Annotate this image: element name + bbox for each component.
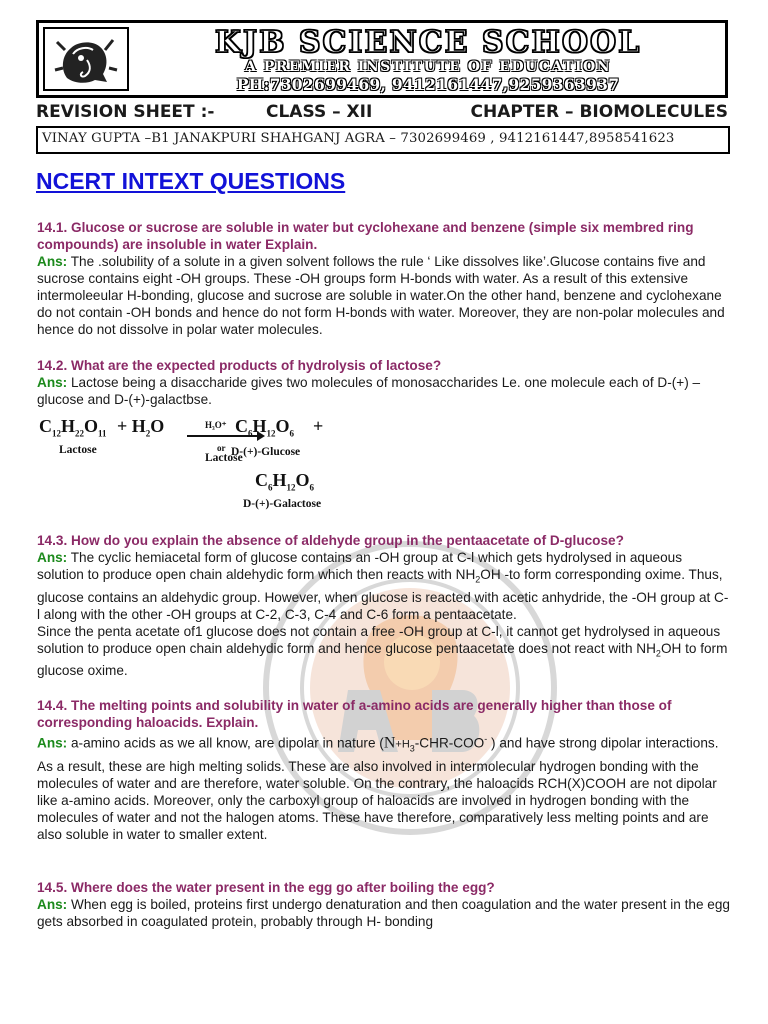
arrow-label-or: or (217, 443, 226, 453)
ans-label: Ans: (37, 896, 68, 912)
answer-14-4-text-1: a-amino acids as we all know, are dipolar in nature ( (71, 735, 384, 751)
answer-14-4 (37, 731, 730, 842)
arrow-label-top: H₃O⁺ (205, 420, 227, 430)
answer-14-1-text: The .solubility of a solute in a given solvent follows the rule ‘ Like dissolves like’.Glucose contains five and sucrose contains eight -OH groups. These -OH groups form H-bonds with water. As a result of this extensive intermoleeular H-bonding, glucose and sucrose are soluble in water.On the other hand, benzene and cyclohexane do not contain -OH bonds and hence do not form H-bonds with water. Moreover, they are non-polar molecules and hence do not dissolve in polar water molecules. (37, 254, 725, 337)
section-title: NCERT INTEXT QUESTIONS (36, 168, 346, 194)
school-header (36, 20, 728, 98)
question-14-4: 14.4. The melting points and solubility in water of a-amino acids are generally higher than those of corresponding haloacids. Explain. (37, 698, 672, 731)
subscript: 2 (475, 574, 481, 585)
answer-14-3-text-1: The cyclic hemiacetal form of glucose contains an -OH group at C-l which gets hydrolysed in aqueous solution to produce open chain aldehydic form which then reacts with NH (37, 550, 683, 582)
lactose-formula: $C_{12}H_{22}O_{11}$ (39, 416, 107, 439)
answer-14-5-text: When egg is boiled, proteins first undergo denaturation and then coagulation and the water present in the egg gets absorbed in coagulated protein, probably through H- bonding (37, 896, 730, 929)
plus-sign: + (313, 416, 324, 436)
school-name: KJB SCIENCE SCHOOL (214, 25, 642, 60)
ans-label: Ans: (37, 550, 68, 565)
ans-label: Ans: (37, 735, 68, 751)
address-bar: VINAY GUPTA –B1 JANAKPURI SHAHGANJ AGRA – 7302699469 , 9412161447,8958541623 (36, 126, 730, 154)
answer-14-3 (37, 549, 730, 623)
chapter-label: CHAPTER – BIOMOLECULES (470, 102, 728, 122)
answer-14-3-para-2 (37, 623, 730, 680)
glucose-label: D-(+)-Glucose (231, 446, 301, 458)
superscript: - (484, 734, 488, 745)
ans-label: Ans: (37, 254, 68, 269)
question-14-2: 14.2. What are the expected products of hydrolysis of lactose? (37, 358, 442, 373)
answer-14-3-text-3: Since the penta acetate of1 glucose does not contain a free -OH group at C-l, it cannot get hydrolysed in aqueous solution to produce open chain aldehydic form and hence glucose pentaacetate does not react with NH (37, 623, 721, 656)
galactose-formula: $C_6H_{12}O_6$ (255, 470, 315, 493)
answer-14-1 (37, 253, 730, 338)
ion-n: N (383, 734, 396, 752)
questions-content (37, 219, 730, 930)
subscript: 2 (655, 648, 661, 659)
question-14-5: 14.5. Where does the water present in the egg go after boiling the egg? (37, 879, 495, 895)
answer-14-2-text: Lactose being a disaccharide gives two molecules of monosaccharides Le. one molecule each of D-(+) – glucose and D-(+)-galactbse. (37, 375, 701, 407)
glucose-formula: $C_6H_{12}O_6$ (235, 416, 295, 439)
answer-14-4-text-2: ) and have strong dipolar interactions. As a result, these are high melting solids. These are also involved in intermolecular hydrogen bonding with the molecules of water and are therefore, water soluble. On the contrary, the haloacids RCH(X)COOH are not dipolar like a-amino acids. Moreover, only the carboxyl group of haloacids are involved in hydrogen bonding with the molecules of water and not the halogen atoms. These have therefore, comparatively less melting points and are also soluble in water to smaller extent. (37, 735, 719, 842)
question-14-1: 14.1. Glucose or sucrose are soluble in water but cyclohexane and benzene (simple six membred ring compounds) are insoluble in water Explain. (37, 220, 694, 252)
lactose-label: Lactose (59, 444, 97, 456)
school-phones: PH:7302699469, 9412161447,9259363937 (236, 75, 620, 94)
answer-14-3-text-2: OH -to form corresponding oxime. Thus, glucose contains an aldehydic group. However, when glucose is reacted with acetic anhydride, the -OH group at C-l along with the other -OH groups at C-2, C-3, C-4 and C-6 form a pentaacetate. (37, 567, 729, 622)
subscript: 3 (409, 743, 415, 754)
answer-14-5 (37, 896, 730, 930)
lactose-hydrolysis-reaction (37, 414, 730, 514)
galactose-label: D-(+)-Galactose (243, 498, 322, 510)
question-14-3: 14.3. How do you explain the absence of aldehyde group in the pentaacetate of D-glucose? (37, 533, 624, 548)
answer-14-3-text-4: OH to form glucose oxime. (37, 640, 728, 679)
ion-tail: -CHR-COO (414, 735, 485, 751)
ion-part: +H (395, 738, 410, 751)
answer-14-2 (37, 374, 730, 408)
ganesha-logo-icon (43, 27, 129, 91)
revision-sheet-label: REVISION SHEET :- (36, 102, 215, 122)
arrow-label-bottom: Lactose (205, 452, 243, 464)
revision-row (36, 100, 728, 126)
class-label: CLASS – XII (266, 102, 373, 122)
ans-label: Ans: (37, 375, 68, 390)
school-tagline: A PREMIER INSTITUTE OF EDUCATION (244, 59, 612, 75)
water-formula: + $H_2O$ (117, 416, 165, 439)
